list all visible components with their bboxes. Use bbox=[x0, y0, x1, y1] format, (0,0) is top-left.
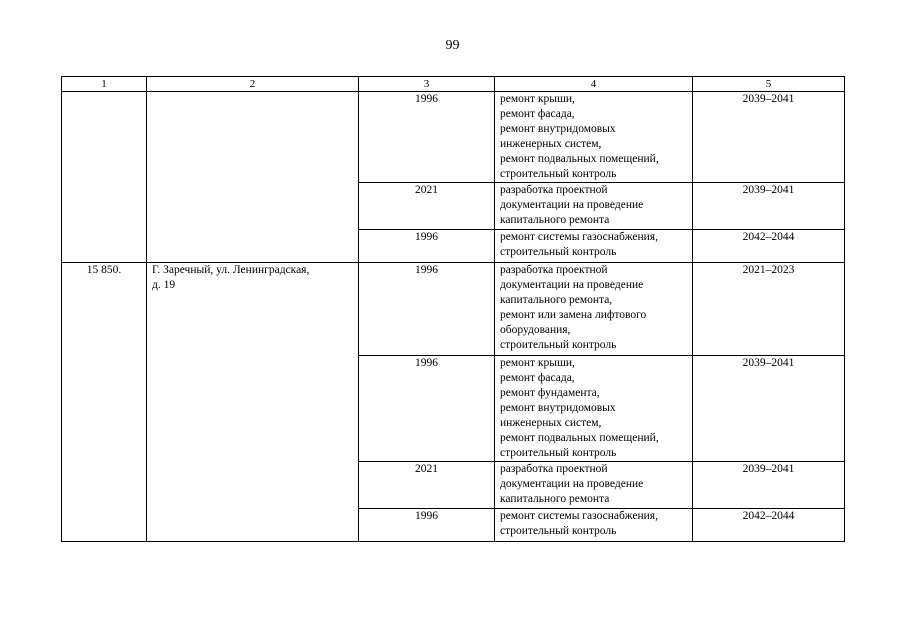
works-cell: ремонт системы газоснабжения, строительный контроль bbox=[495, 509, 693, 542]
year-cell: 2021 bbox=[359, 183, 495, 230]
works-cell: ремонт крыши, ремонт фасада, ремонт фундамента, ремонт внутридомовых инженерных систем, ремонт подвальных помещений, строительный контроль bbox=[495, 356, 693, 462]
period-cell: 2042–2044 bbox=[693, 509, 845, 542]
year-cell: 1996 bbox=[359, 263, 495, 356]
page-number: 99 bbox=[445, 38, 460, 53]
object-number bbox=[62, 92, 147, 263]
year-cell: 1996 bbox=[359, 230, 495, 263]
year-cell: 2021 bbox=[359, 462, 495, 509]
header-row bbox=[62, 77, 845, 92]
table-row bbox=[62, 263, 845, 356]
object-number: 15 850. bbox=[62, 263, 147, 542]
year-cell: 1996 bbox=[359, 356, 495, 462]
works-table bbox=[61, 76, 845, 542]
header-col-5: 5 bbox=[693, 77, 845, 92]
table-row bbox=[62, 92, 845, 183]
works-cell: ремонт системы газоснабжения, строительный контроль bbox=[495, 230, 693, 263]
works-cell: разработка проектной документации на проведение капитального ремонта bbox=[495, 462, 693, 509]
period-cell: 2042–2044 bbox=[693, 230, 845, 263]
period-cell: 2021–2023 bbox=[693, 263, 845, 356]
period-cell: 2039–2041 bbox=[693, 183, 845, 230]
works-cell: разработка проектной документации на проведение капитального ремонта, ремонт или замена лифтового оборудования, строительный контроль bbox=[495, 263, 693, 356]
header-col-2: 2 bbox=[147, 77, 359, 92]
works-cell: разработка проектной документации на проведение капитального ремонта bbox=[495, 183, 693, 230]
period-cell: 2039–2041 bbox=[693, 462, 845, 509]
works-cell: ремонт крыши, ремонт фасада, ремонт внутридомовых инженерных систем, ремонт подвальных помещений, строительный контроль bbox=[495, 92, 693, 183]
header-col-4: 4 bbox=[495, 77, 693, 92]
header-col-1: 1 bbox=[62, 77, 147, 92]
object-address bbox=[147, 92, 359, 263]
period-cell: 2039–2041 bbox=[693, 356, 845, 462]
object-address: Г. Заречный, ул. Ленинградская, д. 19 bbox=[147, 263, 359, 542]
period-cell: 2039–2041 bbox=[693, 92, 845, 183]
year-cell: 1996 bbox=[359, 509, 495, 542]
header-col-3: 3 bbox=[359, 77, 495, 92]
year-cell: 1996 bbox=[359, 92, 495, 183]
